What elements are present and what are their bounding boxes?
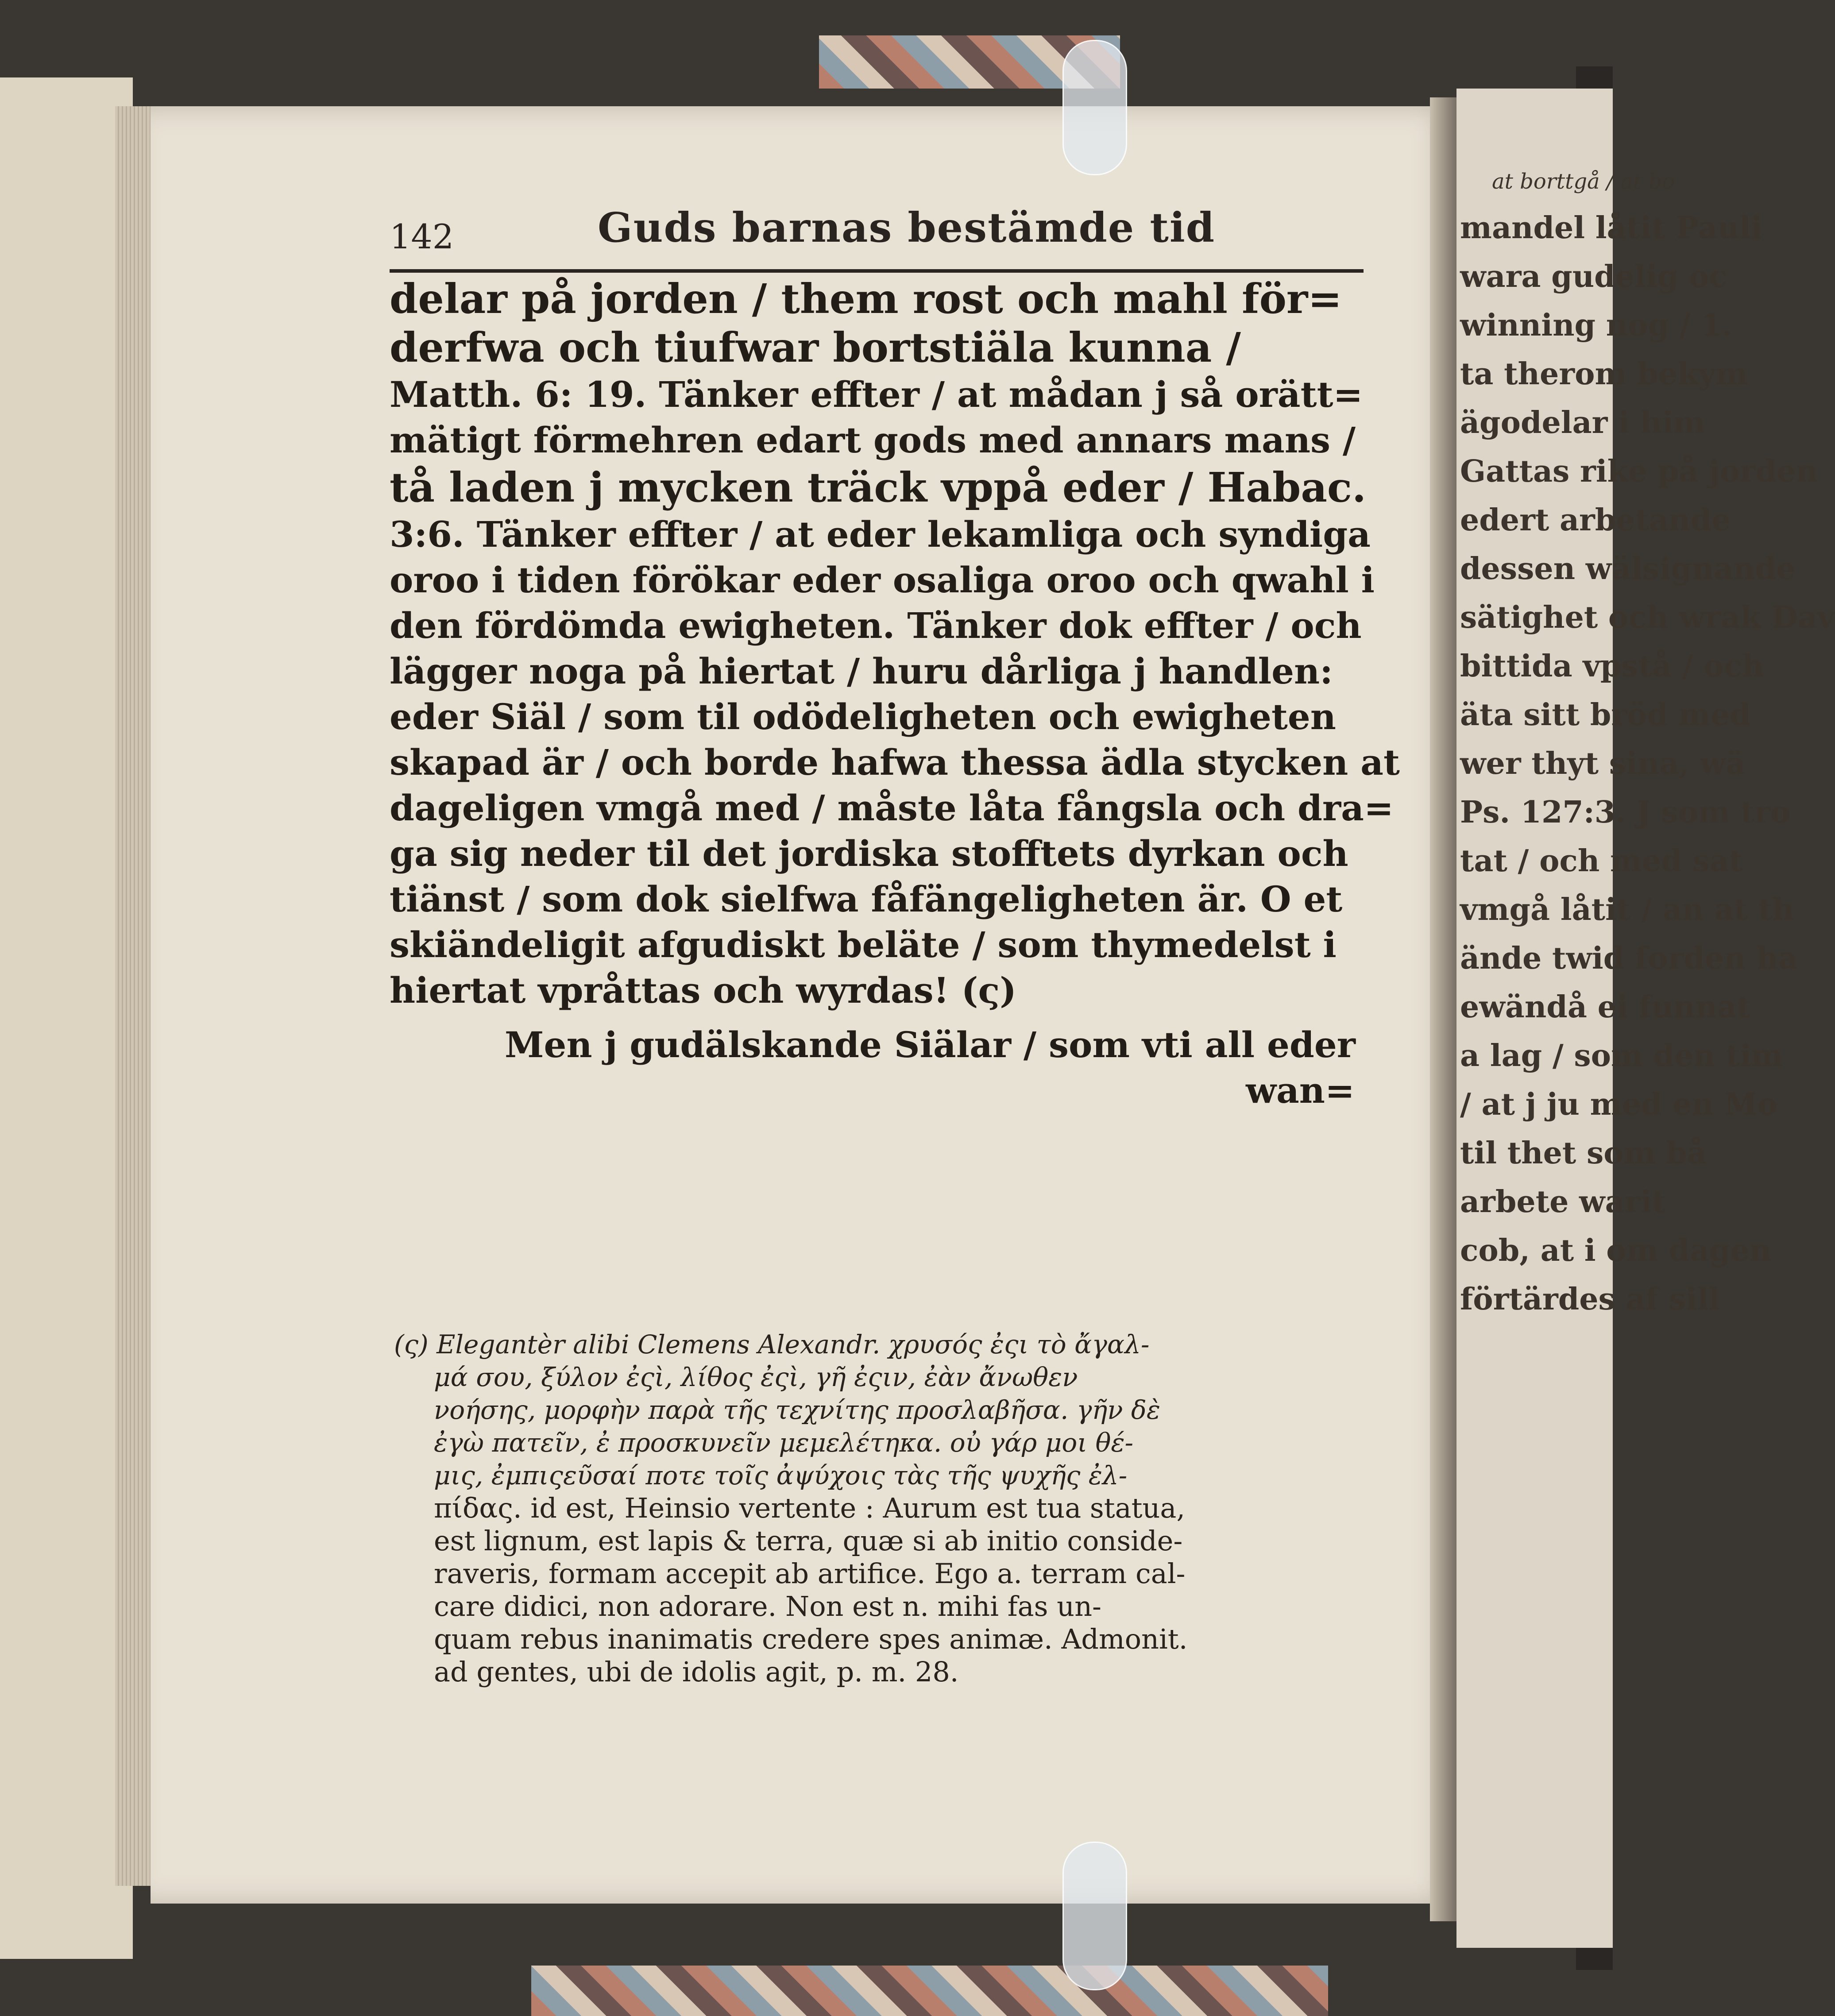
right-page-line: förtärdes af sill bbox=[1460, 1282, 1720, 1317]
right-page-line: dessen wälsignande bbox=[1460, 551, 1796, 587]
left-page bbox=[0, 77, 133, 1959]
right-page-line: wer thyt sina, wä bbox=[1460, 746, 1746, 781]
body-line: hiertat vpråttas och wyrdas! (ς) bbox=[390, 969, 1017, 1011]
header-rule bbox=[390, 269, 1364, 273]
footnote-line: ἐγὼ πατεῖν, ἐ προσκυνεῖν μεμελέτηκα. οὐ γάρ μοι θέ- bbox=[434, 1428, 1134, 1458]
page-header bbox=[390, 199, 1364, 261]
right-page-line: cob, at i om dagen bbox=[1460, 1233, 1772, 1268]
right-page-line: til thet som bå bbox=[1460, 1135, 1707, 1171]
footnote-line: raveris, formam accepit ab artifice. Ego a. terram cal- bbox=[434, 1557, 1186, 1590]
body-line: skiändeligit afgudiskt beläte / som thymedelst i bbox=[390, 924, 1337, 966]
page-clip-top bbox=[1062, 40, 1127, 175]
right-page-line: / at j ju med en Mo bbox=[1460, 1087, 1778, 1122]
body-line: delar på jorden / them rost och mahl för= bbox=[390, 275, 1342, 323]
body-line: den fördömda ewigheten. Tänker dok effter / och bbox=[390, 605, 1362, 646]
footnote-line: care didici, non adorare. Non est n. mihi fas un- bbox=[434, 1590, 1101, 1622]
right-page-line: Ps. 127:3. J som tro bbox=[1460, 795, 1791, 830]
footnote-line: μις, ἐμπιςεῦσαί ποτε τοῖς ἀψύχοις τὰς τῆς ψυχῆς ἐλ- bbox=[434, 1460, 1128, 1491]
page-clip-bottom bbox=[1062, 1842, 1127, 1990]
right-page-line: ägodelar i him bbox=[1460, 405, 1705, 440]
footnote-line: μά σου, ξύλον ἐςὶ, λίθος ἐςὶ, γῆ ἐςιν, ἐὰν ἄνωθεν bbox=[434, 1362, 1078, 1392]
body-line: tå laden j mycken träck vppå eder / Habac. bbox=[390, 463, 1366, 511]
body-line: derfwa och tiufwar bortstiäla kunna / bbox=[390, 324, 1241, 371]
footnote-line: ad gentes, ubi de idolis agit, p. m. 28. bbox=[434, 1656, 959, 1688]
body-line: ga sig neder til det jordiska stofftets dyrkan och bbox=[390, 833, 1348, 874]
body-line: dageligen vmgå med / måste låta fångsla och dra= bbox=[390, 787, 1394, 829]
catchword: wan= bbox=[1246, 1070, 1355, 1111]
footnote-line: νοήσης, μορφὴν παρὰ τῆς τεχνίτης προσλαβῆσα. γῆν δὲ bbox=[434, 1395, 1160, 1425]
body-line: eder Siäl / som til odödeligheten och ewigheten bbox=[390, 696, 1336, 738]
page-number: 142 bbox=[390, 217, 454, 256]
right-page-line: vmgå låtit / an at th bbox=[1460, 892, 1794, 927]
body-line: tiänst / som dok sielfwa fåfängeligheten är. O et bbox=[390, 878, 1343, 920]
right-page-header: at borttgå / at bo bbox=[1492, 169, 1675, 194]
right-page-line: äta sitt bröd med bbox=[1460, 697, 1751, 733]
body-line: 3:6. Tänker effter / at eder lekamliga och syndiga bbox=[390, 514, 1371, 555]
right-page-line: ewändå ei funnat bbox=[1460, 989, 1751, 1025]
right-page-line: a lag / som den tim bbox=[1460, 1038, 1783, 1074]
right-page-line: wara gudelig oc bbox=[1460, 259, 1727, 294]
right-page-line: edert arbetande bbox=[1460, 502, 1731, 538]
marbled-endpaper-bottom bbox=[531, 1966, 1328, 2016]
right-page-line: sätighet och wrak Dav bbox=[1460, 600, 1835, 635]
body-line: lägger noga på hiertat / huru dårliga j handlen: bbox=[390, 650, 1333, 692]
page-edges bbox=[115, 106, 155, 1886]
footnote-line: est lignum, est lapis & terra, quæ si ab initio conside- bbox=[434, 1525, 1183, 1557]
footnote-line: (ς) Elegantèr alibi Clemens Alexandr. χρυσός ἐςι τὸ ἄγαλ- bbox=[394, 1329, 1150, 1359]
right-page-line: arbete warit bbox=[1460, 1184, 1666, 1220]
body-line: Matth. 6: 19. Tänker effter / at mådan j så orätt= bbox=[390, 374, 1363, 415]
paragraph-2-line: Men j gudälskande Siälar / som vti all eder bbox=[505, 1024, 1356, 1066]
footnote-line: quam rebus inanimatis credere spes animæ. Admonit. bbox=[434, 1623, 1188, 1655]
right-page-line: ta therom bekym bbox=[1460, 356, 1748, 392]
right-page-line: tat / och med sat bbox=[1460, 843, 1743, 879]
body-line: skapad är / och borde hafwa thessa ädla stycken at bbox=[390, 742, 1400, 783]
footnote-line: πίδας. id est, Heinsio vertente : Aurum est tua statua, bbox=[434, 1492, 1186, 1524]
footnote bbox=[394, 1328, 1372, 1688]
right-page-line: Gattas rike på jorden bbox=[1460, 454, 1818, 489]
body-line: oroo i tiden förökar eder osaliga oroo och qwahl i bbox=[390, 559, 1375, 601]
body-line: mätigt förmehren edart gods med annars mans / bbox=[390, 419, 1356, 461]
right-page bbox=[1456, 89, 1835, 1948]
right-page-line: winning nog / 1. bbox=[1460, 308, 1733, 343]
right-page-line: bittida vpstå / och bbox=[1460, 649, 1764, 684]
right-page-line: mandel låtit Pauli bbox=[1460, 210, 1762, 246]
running-head: Guds barnas bestämde tid bbox=[598, 204, 1216, 251]
right-page-line: ände twid forden ha bbox=[1460, 941, 1798, 976]
body-text bbox=[390, 274, 1400, 1113]
